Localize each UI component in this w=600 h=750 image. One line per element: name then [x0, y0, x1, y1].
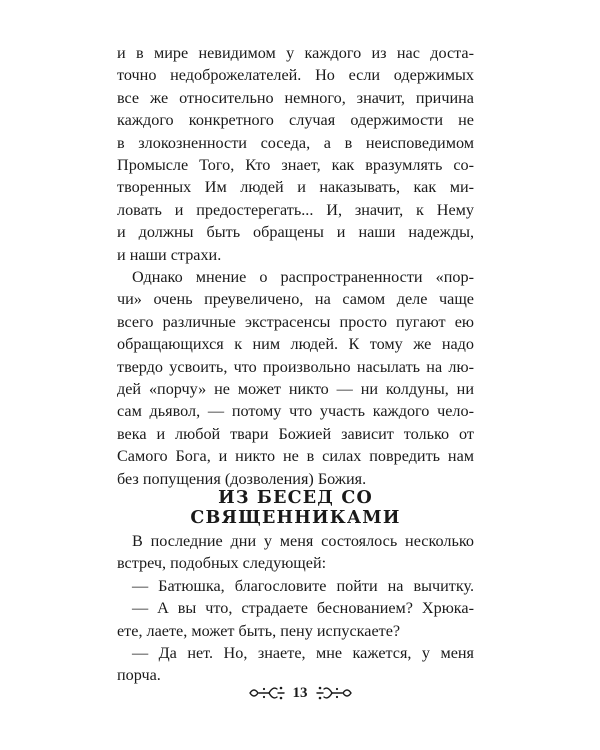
text-line: и наши страхи.	[117, 245, 222, 264]
paragraph-spoilage	[117, 266, 474, 490]
ornament-flourish-icon	[247, 683, 287, 703]
text-line: в злокозненности соседа, а в неисповедимом	[117, 133, 474, 152]
text-line: Промысле Того, Кто знает, как вразумлять со-	[117, 155, 474, 174]
text-line: и в мире невидимом у каждого из нас доста-	[117, 44, 474, 62]
text-line: чи» очень преувеличено, на самом деле чаще	[117, 290, 474, 309]
text-line: сам дьявол, — потому что участь каждого чело-	[117, 402, 474, 421]
text-line: Однако мнение о распространенности «пор-	[132, 268, 474, 286]
dialogue-line: — А вы что, страдаете беснованием? Хрюка-	[132, 599, 474, 618]
paragraph-continuation	[117, 42, 474, 266]
page-number: 13	[292, 684, 308, 701]
text-line: каждого конкретного случая одержимости не	[117, 111, 474, 130]
text-line: ловать и предостерегать... И, значит, к Нему	[117, 200, 474, 219]
text-line: века и любой твари Божией зависит только от	[117, 424, 474, 443]
text-line: В последние дни у меня состоялось несколько	[132, 532, 474, 550]
text-line: встреч, подобных следующей:	[117, 554, 327, 573]
text-line: всего различные экстрасенсы просто пугают ею	[117, 312, 474, 331]
text-line: все же относительно немного, значит, причина	[117, 88, 474, 107]
text-line: твердо усвоить, что произвольно насылать на лю-	[117, 357, 474, 376]
text-line: творенных Им людей и наказывать, как ми-	[117, 178, 474, 197]
text-line: обращающихся к ним людей. К тому же надо	[117, 335, 474, 354]
text-line: дей «порчу» не может никто — ни колдуны, ни	[117, 379, 474, 398]
text-line: без попущения (дозволения) Божия.	[117, 469, 367, 488]
dialogue-line: ете, лаете, может быть, пену испускаете?	[117, 621, 401, 640]
text-line: и должны быть обращены и наши надежды,	[117, 223, 474, 242]
ornament-flourish-icon	[314, 683, 354, 703]
section-heading: ИЗ БЕСЕД СО СВЯЩЕННИКАМИ	[190, 488, 401, 528]
dialogue-line: — Батюшка, благословите пойти на вычитку.	[132, 576, 474, 595]
text-line: точно недоброжелателей. Но если одержимых	[117, 66, 474, 85]
paragraph-dialogue	[117, 530, 474, 687]
text-line: Самого Бога, и никто не в силах повредить нам	[117, 447, 474, 466]
page-footer	[0, 681, 600, 705]
dialogue-line: — Да нет. Но, знаете, мне кажется, у меня	[132, 643, 474, 662]
dialogue-line: порча.	[117, 666, 161, 685]
